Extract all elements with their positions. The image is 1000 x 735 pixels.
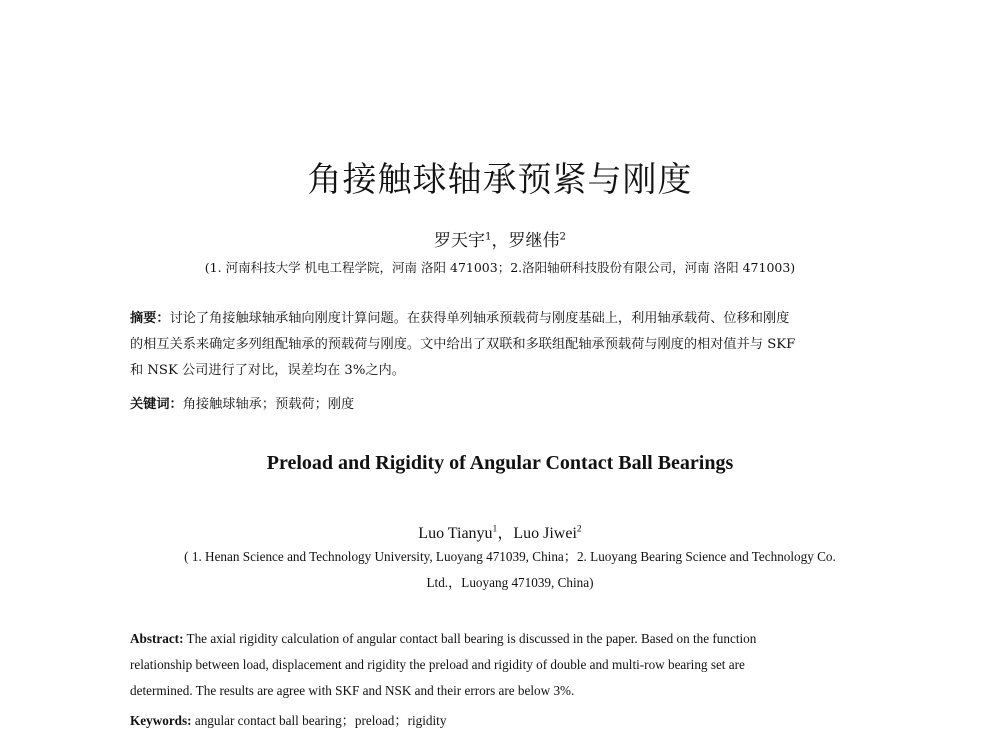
english-abstract-line-2: relationship between load, displacement and rigidity the preload and rigidity of double and multi-row bearing set are — [130, 657, 745, 672]
chinese-author-separator: ， — [491, 231, 509, 251]
english-keywords — [130, 710, 885, 729]
english-author-2-mark: 2 — [576, 523, 582, 535]
chinese-author-1: 罗天宇 — [434, 231, 486, 251]
english-affiliation-line-1: ( 1. Henan Science and Technology University, Luoyang 471039, China；2. Luoyang Bearing Science and Technology Co. — [184, 549, 836, 564]
chinese-abstract-line-2: 的相互关系来确定多列组配轴承的预载荷与刚度。文中给出了双联和多联组配轴承预载荷与刚度的相对值并与 SKF — [130, 337, 796, 352]
english-author-1: Luo Tianyu — [418, 525, 493, 542]
chinese-affiliation: (1. 河南科技大学 机电工程学院，河南 洛阳 471003；2.洛阳轴研科技股份有限公司，河南 洛阳 471003) — [204, 260, 796, 275]
english-author-separator: ， — [497, 525, 514, 542]
english-affiliation — [120, 544, 900, 596]
english-keywords-text: angular contact ball bearing；preload；rigidity — [191, 713, 447, 728]
english-abstract-line-3: determined. The results are agree with SKF and NSK and their errors are below 3%. — [130, 683, 575, 698]
english-abstract-line-1: Abstract: The axial rigidity calculation of angular contact ball bearing is discussed in the paper. Based on the function — [130, 631, 757, 646]
chinese-abstract-line-3: 和 NSK 公司进行了对比，误差均在 3%之内。 — [130, 363, 405, 378]
chinese-keywords — [130, 393, 885, 412]
english-author-2: Luo Jiwei — [513, 525, 577, 542]
english-abstract-label: Abstract: — [130, 631, 184, 646]
chinese-abstract — [130, 306, 885, 384]
english-keywords-label: Keywords: — [130, 713, 192, 728]
chinese-author-2-mark: 2 — [559, 231, 566, 243]
chinese-abstract-label: 摘要： — [130, 311, 170, 326]
english-authors — [0, 520, 1000, 543]
chinese-author-1-mark: 1 — [485, 231, 492, 243]
chinese-title: 角接触球轴承预紧与刚度 — [307, 160, 693, 200]
chinese-author-2: 罗继伟 — [508, 231, 560, 251]
chinese-keywords-text: 角接触球轴承；预载荷；刚度 — [182, 397, 355, 412]
english-title: Preload and Rigidity of Angular Contact Ball Bearings — [266, 452, 734, 474]
chinese-abstract-line-1: 摘要：讨论了角接触球轴承轴向刚度计算问题。在获得单列轴承预载荷与刚度基础上，利用轴承载荷、位移和刚度 — [130, 311, 790, 326]
english-abstract — [130, 626, 885, 704]
english-author-1-mark: 1 — [492, 523, 498, 535]
chinese-authors — [0, 226, 1000, 251]
english-affiliation-line-2: Ltd.，Luoyang 471039, China) — [426, 575, 594, 590]
chinese-keywords-label: 关键词： — [130, 397, 183, 412]
